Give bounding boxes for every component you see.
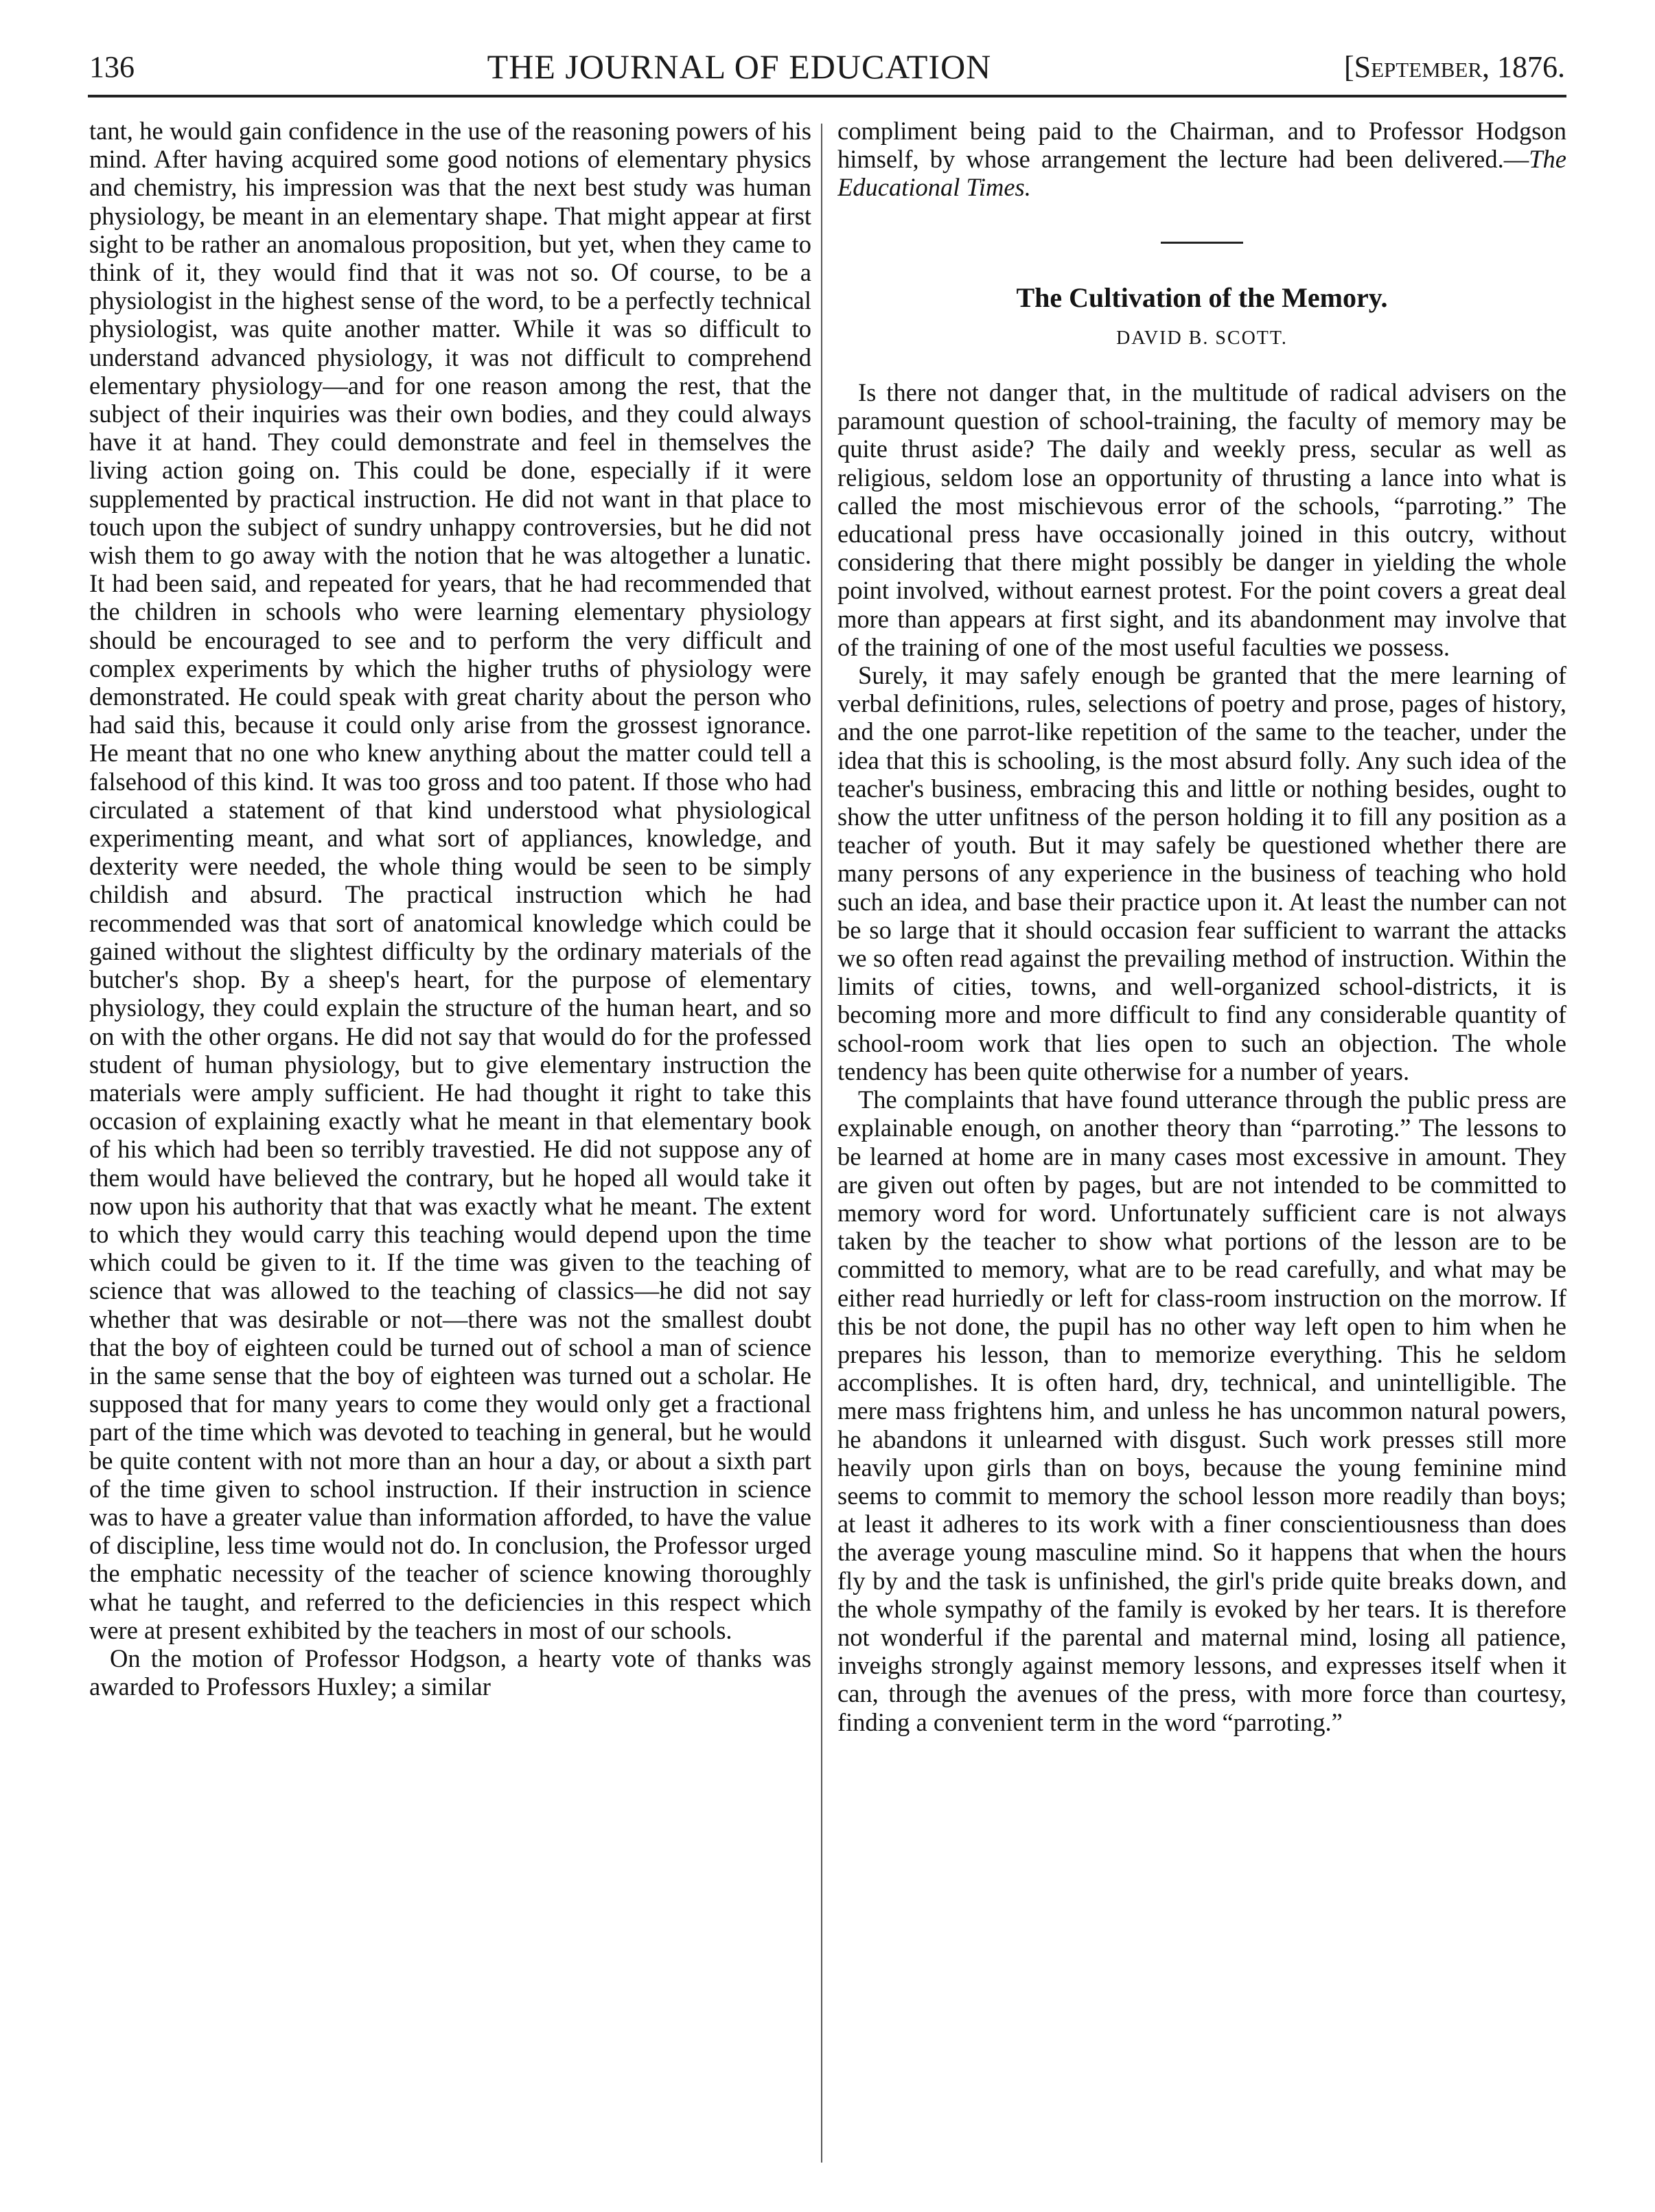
lecture-paragraph: tant, he would gain confidence in the use of the reasoning powers of his mind. After having acquired some good notions of elementary physics and chemistry, his impression was that the next best study was human physiology, be meant in an elementary shape. That might appear at first sight to be rather an anomalous proposition, but yet, when they came to think of it, they would find that it was not so. Of course, to be a physiologist in the highest sense of the word, to be a perfectly technical physiologist, was quite another matter. While it was so difficult to understand advanced physiology, it was not difficult to comprehend elementary physiology—and for one reason among the rest, that the subject of their inquiries was their own bodies, and they could always have it at hand. They could demonstrate and feel in themselves the living action going on. This could be done, especially if it were supplemented by practical instruction. He did not want in that place to touch upon the subject of sundry unhappy controversies, but he did not wish them to go away with the notion that he was altogether a lunatic. It had been said, and repeated for years, that he had recommended that the children in schools who were learning elementary physiology should be encouraged to see and to perform the very difficult and complex experiments by which the higher truths of physiology were demonstrated. He could speak with great charity about the person who had said this, because it could only arise from the grossest ignorance. He meant that no one who knew anything about the matter could tell a falsehood of this kind. It was too gross and too patent. If those who had circulated a statement of that kind understood what physiological experimenting meant, and what sort of appliances, knowledge, and dexterity were needed, the whole thing would be seen to be simply childish and absurd. The practical instruction which he had recommended was that sort of anatomical knowledge which could be gained without the slightest difficulty by the ordinary materials of the butcher's shop. By a sheep's heart, for the purpose of elementary physiology, they could explain the structure of the human heart, and so on with the other organs. He did not say that would do for the professed student of human physiology, but to give elementary instruction the materials were amply sufficient. He had thought it right to take this occasion of explaining exactly what he meant in that elementary book of his which had been so terribly travestied. He did not suppose any of them would have believed the contrary, but he hoped all would take it now upon his authority that that was exactly what he meant. The extent to which they would carry this teaching would depend upon the time which could be given to it. If the time was given to the teaching of science that was allowed to the teaching of classics—he did not say whether that was desirable or not—there was not the smallest doubt that the boy of eighteen could be turned out of school a man of science in the same sense that the boy of eighteen was turned out a scholar. He supposed that for many years to come they would only get a fractional part of the time which was devoted to teaching in general, but he would be quite content with not more than an hour a day, or about a sixth part of the time given to school instruction. If their instruction in science was to have a greater value than information afforded, to have the value of discipline, less time would not do. In conclusion, the Professor urged the emphatic necessity of the teacher of science knowing thoroughly what he taught, and referred to the deficiencies in this respect which were at present exhibited by the teachers in most of our schools. xyxy=(89,117,811,1644)
page-header xyxy=(89,43,1565,91)
article-paragraph: Surely, it may safely enough be granted that the mere learning of verbal definitions, rules, selections of poetry and prose, pages of history, and the one parrot-like repetition of the same to the teacher, under the idea that this is schooling, is the most absurd folly. Any such idea of the teacher's business, embracing this and little or nothing besides, ought to show the utter unfitness of the person holding it to fill any position as a teacher of youth. But it may safely be questioned whether there are many persons of any experience in the business of teaching who hold such an idea, and base their practice upon it. At least the number can not be so large that it should occasion fear sufficient to warrant the attacks we so often read against the prevailing method of instruction. Within the limits of cities, towns, and well-organized school-districts, it is becoming more and more difficult to find any considerable quantity of school-room work that lies open to such an objection. The whole tendency has been quite otherwise for a number of years. xyxy=(837,661,1566,1085)
article-byline: DAVID B. SCOTT. xyxy=(1116,327,1288,349)
section-separator xyxy=(1161,242,1243,244)
left-column xyxy=(89,117,811,2169)
column-divider xyxy=(821,124,822,2163)
vote-of-thanks-paragraph: On the motion of Professor Hodgson, a hearty vote of thanks was awarded to Professors Huxley; a similar xyxy=(89,1644,811,1701)
source-citation: The Educational Times. xyxy=(837,145,1566,202)
article-paragraph: The complaints that have found utterance through the public press are explainable enough, on another theory than “parroting.” The lessons to be learned at home are in many cases most excessive in amount. They are given out often by pages, but are not intended to be committed to memory word for word. Unfortunately sufficient care is not always taken by the teacher to show what portions of the lesson are to be committed to memory, what are to be read carefully, and what may be either read hurriedly or left for class-room instruction on the morrow. If this be not done, the pupil has no other way left open to him when he prepares his lesson, than to memorize everything. This he seldom accomplishes. It is often hard, dry, technical, and unintelligible. The mere mass frightens him, and unless he has uncommon natural powers, he abandons it unlearned with disgust. Such work presses still more heavily upon girls than on boys, because the young feminine mind seems to commit to memory the school lesson more readily than boys; at least it adheres to its work with a finer conscientiousness than does the average young masculine mind. So it happens that when the hours fly by and the task is unfinished, the girl's pride quite breaks down, and the whole sympathy of the family is evoked by her tears. It is therefore not wonderful if the parental and maternal mind, losing all patience, inveighs strongly against memory lessons, and expresses itself when it can, through the avenues of the press, with more force than courtesy, finding a convenient term in the word “parroting.” xyxy=(837,1085,1566,1736)
continuation-paragraph xyxy=(837,117,1566,202)
continuation-text: compliment being paid to the Chairman, and to Professor Hodgson himself, by whose arrangement the lecture had been delivered.— xyxy=(837,117,1566,174)
right-column xyxy=(837,117,1566,2169)
article-title: The Cultivation of the Memory. xyxy=(1016,281,1388,313)
journal-title: THE JOURNAL OF EDUCATION xyxy=(487,47,992,86)
header-rule xyxy=(88,95,1566,97)
page-number: 136 xyxy=(89,49,135,84)
article-paragraph: Is there not danger that, in the multitude of radical advisers on the paramount question of school-training, the faculty of memory may be quite thrust aside? The daily and weekly press, secular as well as religious, seldom lose an opportunity of thrusting a lance into what is called the most mischievous error of the schools, “parroting.” The educational press have occasionally joined in this outcry, without considering that there might possibly be danger in yielding the whole point involved, without earnest protest. For the point covers a great deal more than appears at first sight, and its abandonment may involve that of the training of one of the most useful faculties we possess. xyxy=(837,378,1566,661)
issue-date: [September, 1876. xyxy=(1343,49,1565,84)
